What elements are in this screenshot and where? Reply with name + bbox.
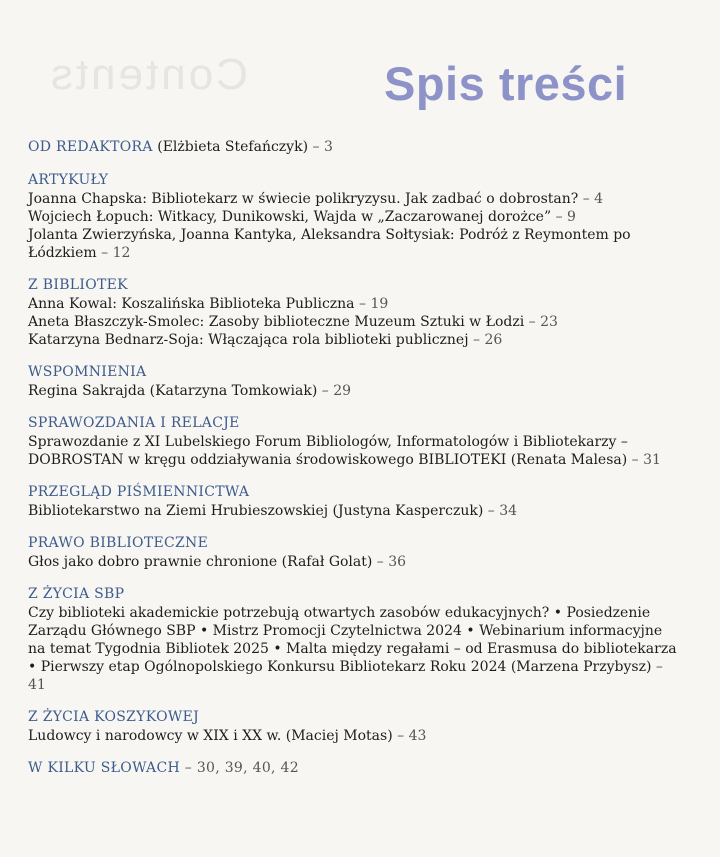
entry-page-number: 41 (28, 677, 46, 693)
entry-separator: – (180, 760, 197, 776)
section-heading: Z BIBLIOTEK (28, 277, 128, 293)
toc-section (28, 708, 678, 745)
toc-entry-editor[interactable] (28, 138, 678, 157)
entry-separator: – (317, 383, 334, 399)
toc-section (28, 414, 678, 469)
section-heading: OD REDAKTORA (28, 139, 153, 155)
toc-entry[interactable] (28, 226, 678, 262)
section-heading: W KILKU SŁOWACH (28, 760, 180, 776)
toc-entry[interactable] (28, 208, 678, 226)
entry-separator: – (468, 332, 485, 348)
toc-section-in-brief (28, 759, 678, 778)
entry-title: Aneta Błaszczyk-Smolec: Zasoby biblioteczne Muzeum Sztuki w Łodzi (28, 314, 525, 330)
entry-page-numbers: 30, 39, 40, 42 (196, 760, 299, 776)
entry-separator: – (483, 503, 500, 519)
toc-sections (28, 171, 678, 745)
toc-entry[interactable] (28, 433, 678, 469)
entry-title: Sprawozdanie z XI Lubelskiego Forum Bibliologów, Informatologów i Bibliotekarzy – DOBROSTAN w kręgu oddziaływania środowiskowego BIBLIOTEKI (Renata Malesa) (28, 434, 628, 468)
entry-separator: – (524, 314, 541, 330)
entry-page-number: 43 (408, 728, 427, 744)
toc-entry[interactable] (28, 502, 678, 520)
entry-page-number: 36 (388, 554, 407, 570)
entry-title: Jolanta Zwierzyńska, Joanna Kantyka, Aleksandra Sołtysiak: Podróż z Reymontem po Łódzkiem (28, 227, 631, 261)
toc-entry[interactable] (28, 313, 678, 331)
entry-page-number: 4 (594, 191, 604, 207)
entry-title: Joanna Chapska: Bibliotekarz w świecie polikryzysu. Jak zadbać o dobrostan? (28, 191, 579, 207)
entry-page-number: 19 (370, 296, 389, 312)
page-title: Spis treści (384, 57, 628, 110)
toc-section (28, 276, 678, 349)
toc-section (28, 534, 678, 571)
entry-separator: – (627, 452, 644, 468)
entry-title: Anna Kowal: Koszalińska Biblioteka Publiczna (28, 296, 355, 312)
entry-page-number: 3 (323, 139, 333, 155)
section-heading: SPRAWOZDANIA I RELACJE (28, 415, 240, 431)
section-heading: ARTYKUŁY (28, 172, 109, 188)
toc-entry[interactable] (28, 604, 678, 694)
entry-page-number: 9 (567, 209, 576, 225)
entry-title: Katarzyna Bednarz-Soja: Włączająca rola biblioteki publicznej (28, 332, 469, 348)
entry-separator: – (551, 209, 568, 225)
toc-section (28, 171, 678, 262)
entry-title: Głos jako dobro prawnie chronione (Rafał Golat) (28, 554, 373, 570)
entry-title: Wojciech Łopuch: Witkacy, Dunikowski, Wajda w „Zaczarowanej dorożce” (28, 209, 552, 225)
toc-entry[interactable] (28, 727, 678, 745)
entry-separator: – (96, 245, 113, 261)
entry-title: Bibliotekarstwo na Ziemi Hrubieszowskiej (Justyna Kasperczuk) (28, 503, 484, 519)
entry-title: Czy biblioteki akademickie potrzebują otwartych zasobów edukacyjnych? • Posiedzenie Zarządu Głównego SBP • Mistrz Promocji Czytelnictwa 2024 • Webinarium informacyjne na temat Tygodnia Bibliotek 2025 • Malta między regałami – od Erasmusa do bibliotekarza • Pierwszy etap Ogólnopolskiego Konkursu Bibliotekarz Roku 2024 (Marzena Przybysz) (28, 605, 677, 675)
toc-entry-in-brief[interactable] (28, 759, 678, 778)
entry-page-number: 12 (112, 245, 131, 261)
entry-separator: – (372, 554, 389, 570)
section-heading: Z ŻYCIA SBP (28, 586, 125, 602)
entry-separator: – (308, 139, 324, 155)
toc-entry[interactable] (28, 295, 678, 313)
entry-page-number: 29 (333, 383, 352, 399)
toc-section (28, 483, 678, 520)
entry-separator: – (651, 659, 663, 675)
bleed-through-title: Contents (47, 50, 248, 99)
entry-separator: – (392, 728, 409, 744)
entry-author: (Elżbieta Stefańczyk) (152, 139, 309, 155)
entry-page-number: 23 (540, 314, 558, 330)
toc-entry[interactable] (28, 331, 678, 349)
toc-entry[interactable] (28, 553, 678, 571)
entry-page-number: 26 (484, 332, 503, 348)
entry-page-number: 31 (643, 452, 661, 468)
entry-separator: – (354, 296, 371, 312)
toc-entry[interactable] (28, 190, 678, 208)
toc-section (28, 363, 678, 400)
section-heading: PRAWO BIBLIOTECZNE (28, 535, 209, 551)
section-heading: PRZEGLĄD PIŚMIENNICTWA (28, 484, 250, 500)
section-heading: Z ŻYCIA KOSZYKOWEJ (28, 709, 200, 725)
entry-page-number: 34 (499, 503, 518, 519)
toc-entry[interactable] (28, 382, 678, 400)
entry-title: Ludowcy i narodowcy w XIX i XX w. (Maciej Motas) (28, 728, 393, 744)
toc-section-editor (28, 138, 678, 157)
table-of-contents (28, 138, 678, 792)
toc-section (28, 585, 678, 694)
entry-title: Regina Sakrajda (Katarzyna Tomkowiak) (28, 383, 318, 399)
section-heading: WSPOMNIENIA (28, 364, 147, 380)
entry-separator: – (578, 191, 595, 207)
